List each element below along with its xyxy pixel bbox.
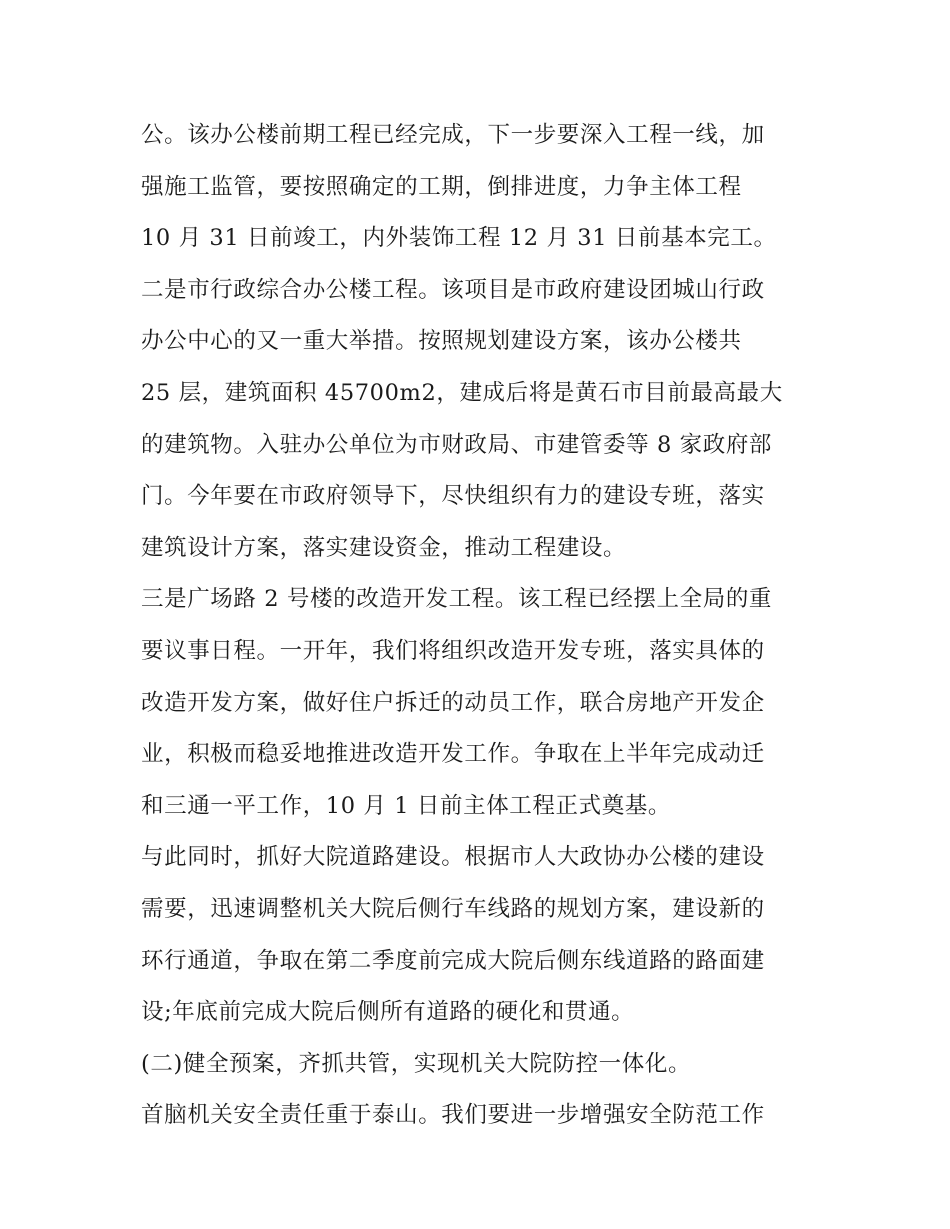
text-line-18: 设;年底前完成大院后侧所有道路的硬化和贯通。: [141, 999, 635, 1026]
text-line-11: 要议事日程。一开年，我们将组织改造开发专班，落实具体的: [141, 637, 765, 664]
document-body: [141, 110, 821, 1142]
text-line-20: 首脑机关安全责任重于泰山。我们要进一步增强安全防范工作: [141, 1102, 765, 1129]
text-line-12: 改造开发方案，做好住户拆迁的动员工作，联合房地产开发企: [141, 689, 765, 716]
text-line-6: 25 层，建筑面积 45700m2，建成后将是黄石市目前最高最大: [141, 379, 783, 406]
text-line-14: 和三通一平工作，10 月 1 日前主体工程正式奠基。: [141, 792, 672, 819]
text-line-16: 需要，迅速调整机关大院后侧行车线路的规划方案，建设新的: [141, 895, 765, 922]
text-line-4: 二是市行政综合办公楼工程。该项目是市政府建设团城山行政: [141, 276, 765, 303]
text-line-9: 建筑设计方案，落实建设资金，推动工程建设。: [141, 534, 627, 561]
text-line-17: 环行通道，争取在第二季度前完成大院后侧东线道路的路面建: [141, 947, 765, 974]
text-line-13: 业，积极而稳妥地推进改造开发工作。争取在上半年完成动迁: [141, 741, 765, 768]
text-line-10: 三是广场路 2 号楼的改造开发工程。该工程已经摆上全局的重: [141, 586, 773, 613]
text-line-8: 门。今年要在市政府领导下，尽快组织有力的建设专班，落实: [141, 483, 765, 510]
text-line-2: 强施工监管，要按照确定的工期，倒排进度，力争主体工程: [141, 173, 742, 200]
section-heading: (二)健全预案，齐抓共管，实现机关大院防控一体化。: [141, 1050, 692, 1077]
text-line-5: 办公中心的又一重大举措。按照规划建设方案，该办公楼共: [141, 328, 742, 355]
text-line-1: 公。该办公楼前期工程已经完成，下一步要深入工程一线，加: [141, 122, 765, 148]
text-line-15: 与此同时，抓好大院道路建设。根据市人大政协办公楼的建设: [141, 844, 765, 871]
text-line-3: 10 月 31 日前竣工，内外装饰工程 12 月 31 日前基本完工。: [141, 225, 777, 252]
text-line-7: 的建筑物。入驻办公单位为市财政局、市建管委等 8 家政府部: [141, 431, 773, 458]
